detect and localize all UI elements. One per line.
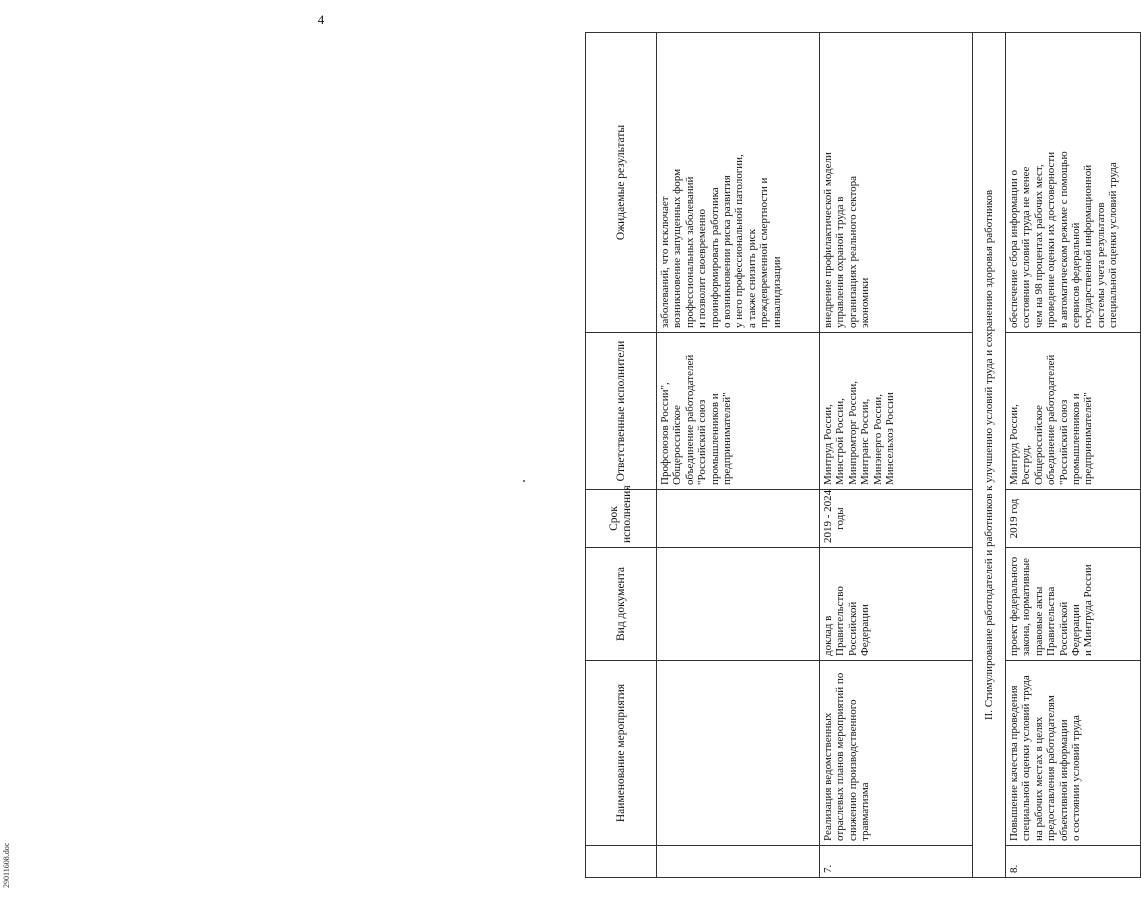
doc-type-line: Правительство [834,586,847,656]
cell-name [657,661,820,846]
executor-line: Минтруд России, [1008,404,1020,485]
scan-dot [523,480,525,482]
term-line: 2019 - 2024 [822,489,834,543]
result-line: преждевременной смертности и [758,177,771,328]
executor-line: Минтранс России, [859,398,872,485]
result-line: у него профессиональной патологии, [733,154,746,328]
executor-line: "Российский союз [696,399,709,485]
executor-line: Минпромторг России, [846,380,859,485]
executor-line: промышленников и [708,393,721,485]
result-line: возникновение запущенных форм [671,168,684,328]
header-term-line: Срок [608,506,620,531]
cell-results [820,33,973,333]
name-line: отраслевых планов мероприятий по [834,672,847,841]
result-line: заболеваний, что исключает [659,196,671,328]
rotated-table-container [585,33,1130,878]
doc-type-line: Российской [1057,601,1070,656]
cell-doc-type [657,548,820,661]
table-row-continuation [657,33,820,878]
name-line: на рабочих местах в целях [1032,716,1045,841]
term-line: 2019 год [1008,498,1020,539]
name-line: о состоянии условий труда [1070,715,1083,841]
cell-executors [657,333,820,490]
doc-type-line: доклад в [822,615,834,656]
result-line: а также снизить риск [745,229,758,328]
executor-line: Общероссийское [1032,405,1045,485]
result-line: организациях реального сектора [846,176,859,328]
doc-type-line: Российской [846,601,859,656]
executor-line: объединение работодателей [683,354,696,485]
name-line: специальной оценки условий труда [1020,675,1033,841]
result-line: сервисов федеральной [1070,222,1083,328]
cell-term [657,490,820,548]
result-line: проведение оценки их достоверности [1045,151,1058,328]
result-line: внедрение профилактической модели [822,152,834,328]
header-executors: Ответственные исполнители [586,333,657,490]
header-doc-type: Вид документа [586,548,657,661]
measures-table [585,32,1141,878]
result-line: и позволит своевременно [696,209,709,328]
result-line: профессиональных заболеваний [683,176,696,328]
section-header-row [973,33,1006,878]
executor-line: Минэнерго России, [871,394,884,485]
name-line: снижению производственного [846,699,859,841]
cell-name [1006,661,1141,846]
cell-term [820,490,973,548]
result-line: экономики [859,277,872,328]
table-header-row [586,33,657,878]
name-line: предоставления работодателям [1045,695,1058,841]
doc-type-line: Правительства [1045,586,1058,656]
result-line: в автоматическом режиме с помощью [1057,151,1070,328]
result-line: инвалидизации [770,256,783,328]
document-code: 29011608.doc [2,842,11,888]
name-line: объективной информации [1057,719,1070,841]
doc-type-line: проект федерального [1008,556,1020,656]
executor-line: предпринимателей" [721,392,734,485]
table-row-8 [1006,33,1141,878]
table-row-7 [820,33,973,878]
section-title: II. Стимулирование работодателей и работников к улучшению условий труда и сохранению здоровья работников [973,33,1006,878]
name-line: травматизма [859,782,872,841]
executor-line: Минсельхоз России [884,392,897,485]
result-line: чем на 98 процентах рабочих мест, [1032,164,1045,328]
header-term-line: исполнения [621,485,633,543]
cell-name [820,661,973,846]
header-results: Ожидаемые результаты [586,33,657,333]
cell-executors [1006,333,1141,490]
result-line: состоянии условий труда не менее [1020,166,1033,328]
executor-line: Роструд, [1020,445,1033,485]
doc-type-line: Федерации [1070,604,1083,656]
header-no [586,846,657,878]
cell-doc-type [1006,548,1141,661]
cell-doc-type [820,548,973,661]
result-line: обеспечение сбора информации о [1008,170,1020,328]
executor-line: Общероссийское [671,405,684,485]
cell-results [657,33,820,333]
executor-line: Минстрой России, [834,398,847,485]
executor-line: "Российский союз [1057,399,1070,485]
cell-no [657,846,820,878]
executor-line: Профсоюзов России", [659,382,671,485]
cell-executors [820,333,973,490]
page-number: 4 [317,12,325,27]
cell-no: 8. [1006,846,1141,878]
cell-results [1006,33,1141,333]
result-line: проинформировать работника [708,187,721,328]
name-line: Повышение качества проведения [1008,685,1020,841]
name-line: Реализация ведомственных [822,712,834,841]
result-line: специальной оценки условий труда [1107,162,1120,328]
executor-line: объединение работодателей [1045,354,1058,485]
executor-line: промышленников и [1070,393,1083,485]
result-line: о возникновении риска развития [721,175,734,328]
cell-no: 7. [820,846,973,878]
executor-line: Минтруд России, [822,404,834,485]
result-line: системы учета результатов [1094,202,1107,328]
header-name: Наименование мероприятия [586,661,657,846]
doc-type-line: и Минтруда России [1082,564,1095,656]
header-term [586,485,657,548]
doc-type-line: правовые акты [1032,586,1045,656]
doc-type-line: Федерации [859,604,872,656]
result-line: государственной информационной [1082,164,1095,328]
term-line: годы [834,507,847,530]
result-line: управления охраной труда в [834,196,847,328]
cell-term [1006,490,1141,548]
doc-type-line: закона, нормативные [1020,557,1033,656]
executor-line: предпринимателей" [1082,392,1095,485]
